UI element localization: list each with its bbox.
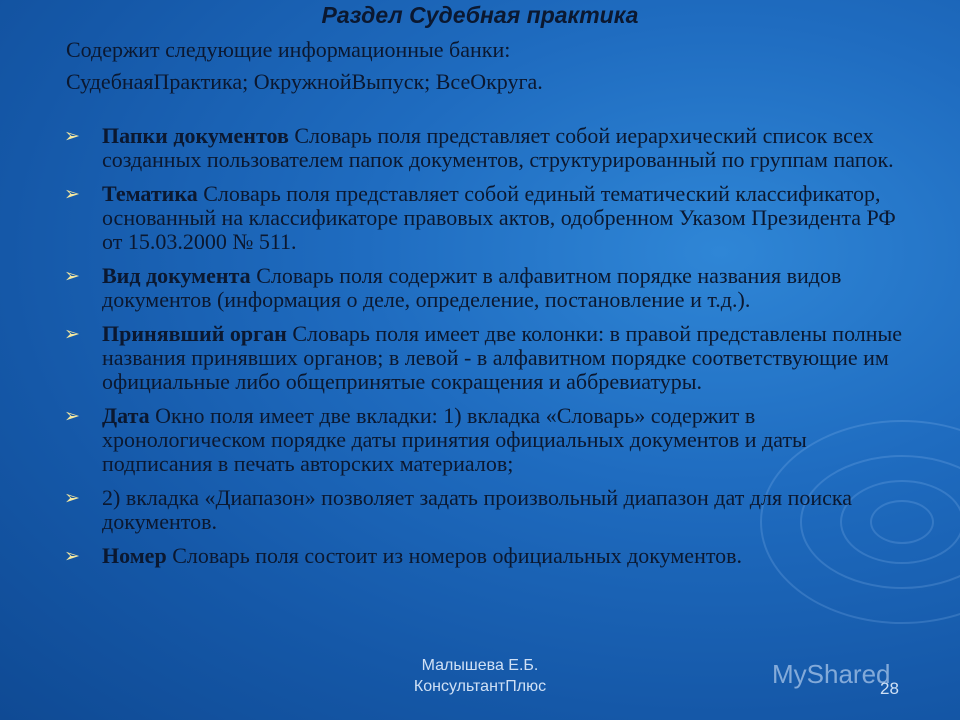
list-item bbox=[64, 486, 914, 534]
arrow-bullet-icon: ➢ bbox=[64, 324, 80, 345]
watermark-text: MyShared bbox=[772, 659, 891, 689]
bullet-term: Принявший орган bbox=[102, 321, 287, 346]
bullet-term: Номер bbox=[102, 543, 167, 568]
list-item bbox=[64, 264, 914, 312]
arrow-bullet-icon: ➢ bbox=[64, 488, 80, 509]
list-item bbox=[64, 182, 914, 254]
arrow-bullet-icon: ➢ bbox=[64, 184, 80, 205]
bullet-text: Словарь поля представляет собой единый тематический классификатор, основанный на классификаторе правовых актов, одобренном Указом Президента РФ от 15.03.2000 № 511. bbox=[102, 181, 896, 254]
bullet-text: 2) вкладка «Диапазон» позволяет задать произвольный диапазон дат для поиска документов. bbox=[102, 485, 853, 534]
arrow-bullet-icon: ➢ bbox=[64, 266, 80, 287]
footer-company: КонсультантПлюс bbox=[413, 678, 547, 695]
arrow-bullet-icon: ➢ bbox=[64, 126, 80, 147]
arrow-bullet-icon: ➢ bbox=[64, 406, 80, 427]
bullet-term: Дата bbox=[102, 403, 150, 428]
page-number: 28 bbox=[880, 679, 899, 698]
arrow-bullet-icon: ➢ bbox=[64, 546, 80, 567]
bullet-list bbox=[64, 124, 914, 578]
bullet-text: Окно поля имеет две вкладки: 1) вкладка «Словарь» содержит в хронологическом порядке даты принятия официальных документов и даты подписания в печать авторских материалов; bbox=[102, 403, 807, 476]
bullet-text: Словарь поля содержит в алфавитном порядке названия видов документов (информация о деле, определение, постановление и т.д.). bbox=[102, 263, 842, 312]
bullet-text: Словарь поля представляет собой иерархический список всех созданных пользователем папок документов, структурированный по группам папок. bbox=[102, 123, 894, 172]
bullet-term: Вид документа bbox=[102, 263, 251, 288]
list-item bbox=[64, 404, 914, 476]
bullet-text: Словарь поля состоит из номеров официальных документов. bbox=[166, 543, 743, 568]
bullet-term: Тематика bbox=[102, 181, 198, 206]
bullet-text: Словарь поля имеет две колонки: в правой представлены полные названия принявших органов; в левой - в алфавитном порядке соответствующие им официальные либо общепринятые сокращения и аббревиатуры. bbox=[102, 321, 903, 394]
intro-line-2: СудебнаяПрактика; ОкружнойВыпуск; ВсеОкруга. bbox=[66, 69, 543, 94]
bullet-term: Папки документов bbox=[102, 123, 289, 148]
footer-author bbox=[300, 655, 660, 697]
watermark-logo bbox=[772, 659, 891, 690]
list-item bbox=[64, 544, 914, 568]
footer-author-name: Малышева Е.Б. bbox=[421, 657, 539, 674]
list-item bbox=[64, 124, 914, 172]
intro-line-1: Содержит следующие информационные банки: bbox=[66, 37, 511, 62]
list-item bbox=[64, 322, 914, 394]
slide-title: Раздел Судебная практика bbox=[321, 2, 639, 28]
